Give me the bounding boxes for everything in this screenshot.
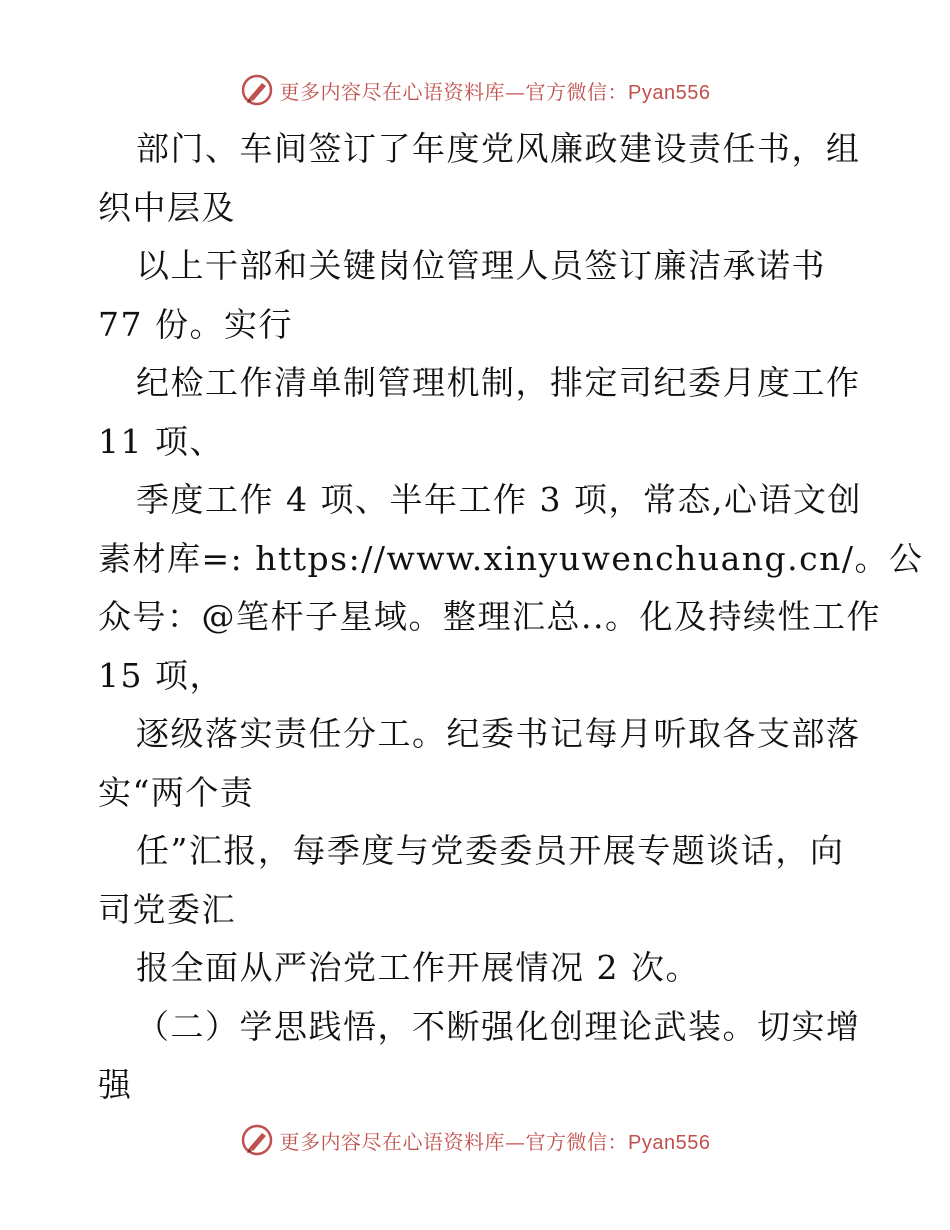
text-line: 15 项，: [98, 655, 224, 695]
text-line: 纪检工作清单制管理机制，排定司纪委月度工作: [136, 363, 861, 402]
text-line: 逐级落实责任分工。纪委书记每月听取各支部落: [136, 714, 861, 753]
text-line: 司党委汇: [98, 889, 236, 929]
text-line: 季度工作 4 项、半年工作 3 项，常态,心语文创: [136, 480, 862, 519]
text-line: 任”汇报，每季度与党委委员开展专题谈话，向: [136, 831, 845, 870]
watermark-text: 更多内容尽在心语资料库—官方微信：Pyan556: [279, 1129, 711, 1154]
pen-logo-icon: [240, 1123, 274, 1157]
header-watermark: [0, 70, 950, 110]
text-line: 11 项、: [98, 421, 224, 461]
text-line: 织中层及: [98, 187, 236, 227]
text-line: 以上干部和关键岗位管理人员签订廉洁承诺书: [136, 246, 826, 285]
text-line: 强: [98, 1065, 133, 1104]
text-line: 报全面从严治党工作开展情况 2 次。: [136, 948, 700, 987]
text-line: 素材库=: https://www.xinyuwenchuang.cn/。公: [98, 538, 924, 578]
text-line: 众号：@笔杆子星域。整理汇总..。化及持续性工作: [98, 597, 881, 636]
text-line: 部门、车间签订了年度党风廉政建设责任书，组: [136, 129, 861, 168]
watermark-text: 更多内容尽在心语资料库—官方微信：Pyan556: [279, 79, 711, 104]
pen-logo-icon: [240, 73, 274, 107]
text-line: 77 份。实行: [98, 304, 293, 344]
document-body: [98, 120, 924, 1115]
footer-watermark: [0, 1120, 950, 1160]
section-heading: （二）学思践悟，不断强化创理论武装。切实增: [136, 1006, 861, 1046]
text-line: 实“两个责: [98, 772, 255, 812]
